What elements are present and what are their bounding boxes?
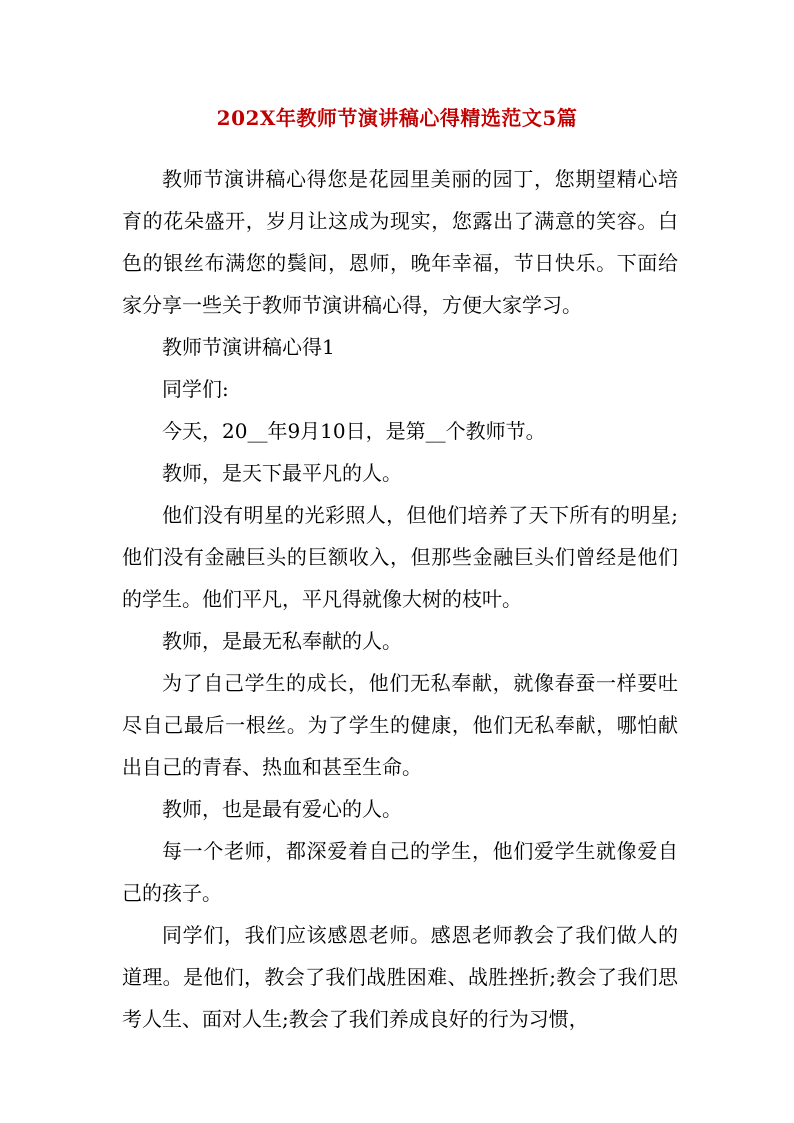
body-paragraph: 他们没有明星的光彩照人，但他们培养了天下所有的明星;他们没有金融巨头的巨额收入，但那些金融巨头们曾经是他们的学生。他们平凡，平凡得就像大树的枝叶。	[122, 503, 678, 611]
document-title: 202X年教师节演讲稿心得精选范文5篇	[216, 106, 578, 130]
intro-paragraph: 教师节演讲稿心得您是花园里美丽的园丁，您期望精心培育的花朵盛开，岁月让这成为现实，您露出了满意的笑容。白色的银丝布满您的鬓间，恩师，晚年幸福，节日快乐。下面给家分享一些关于教师节演讲稿心得，方便大家学习。	[122, 167, 678, 317]
body-paragraph: 教师，是天下最平凡的人。	[162, 461, 402, 485]
document-body	[122, 158, 678, 1040]
body-paragraph: 每一个老师，都深爱着自己的学生，他们爱学生就像爱自己的孩子。	[122, 839, 678, 905]
body-paragraph: 教师，也是最有爱心的人。	[162, 797, 402, 821]
section-heading: 教师节演讲稿心得1	[162, 335, 335, 359]
body-paragraph: 今天，20__年9月10日，是第__个教师节。	[162, 419, 546, 443]
body-paragraph: 教师，是最无私奉献的人。	[162, 629, 402, 653]
body-paragraph: 同学们，我们应该感恩老师。感恩老师教会了我们做人的道理。是他们，教会了我们战胜困难、战胜挫折;教会了我们思考人生、面对人生;教会了我们养成良好的行为习惯，	[122, 923, 678, 1031]
body-paragraph: 为了自己学生的成长，他们无私奉献，就像春蚕一样要吐尽自己最后一根丝。为了学生的健康，他们无私奉献，哪怕献出自己的青春、热血和甚至生命。	[122, 671, 678, 779]
salutation: 同学们:	[162, 377, 229, 401]
